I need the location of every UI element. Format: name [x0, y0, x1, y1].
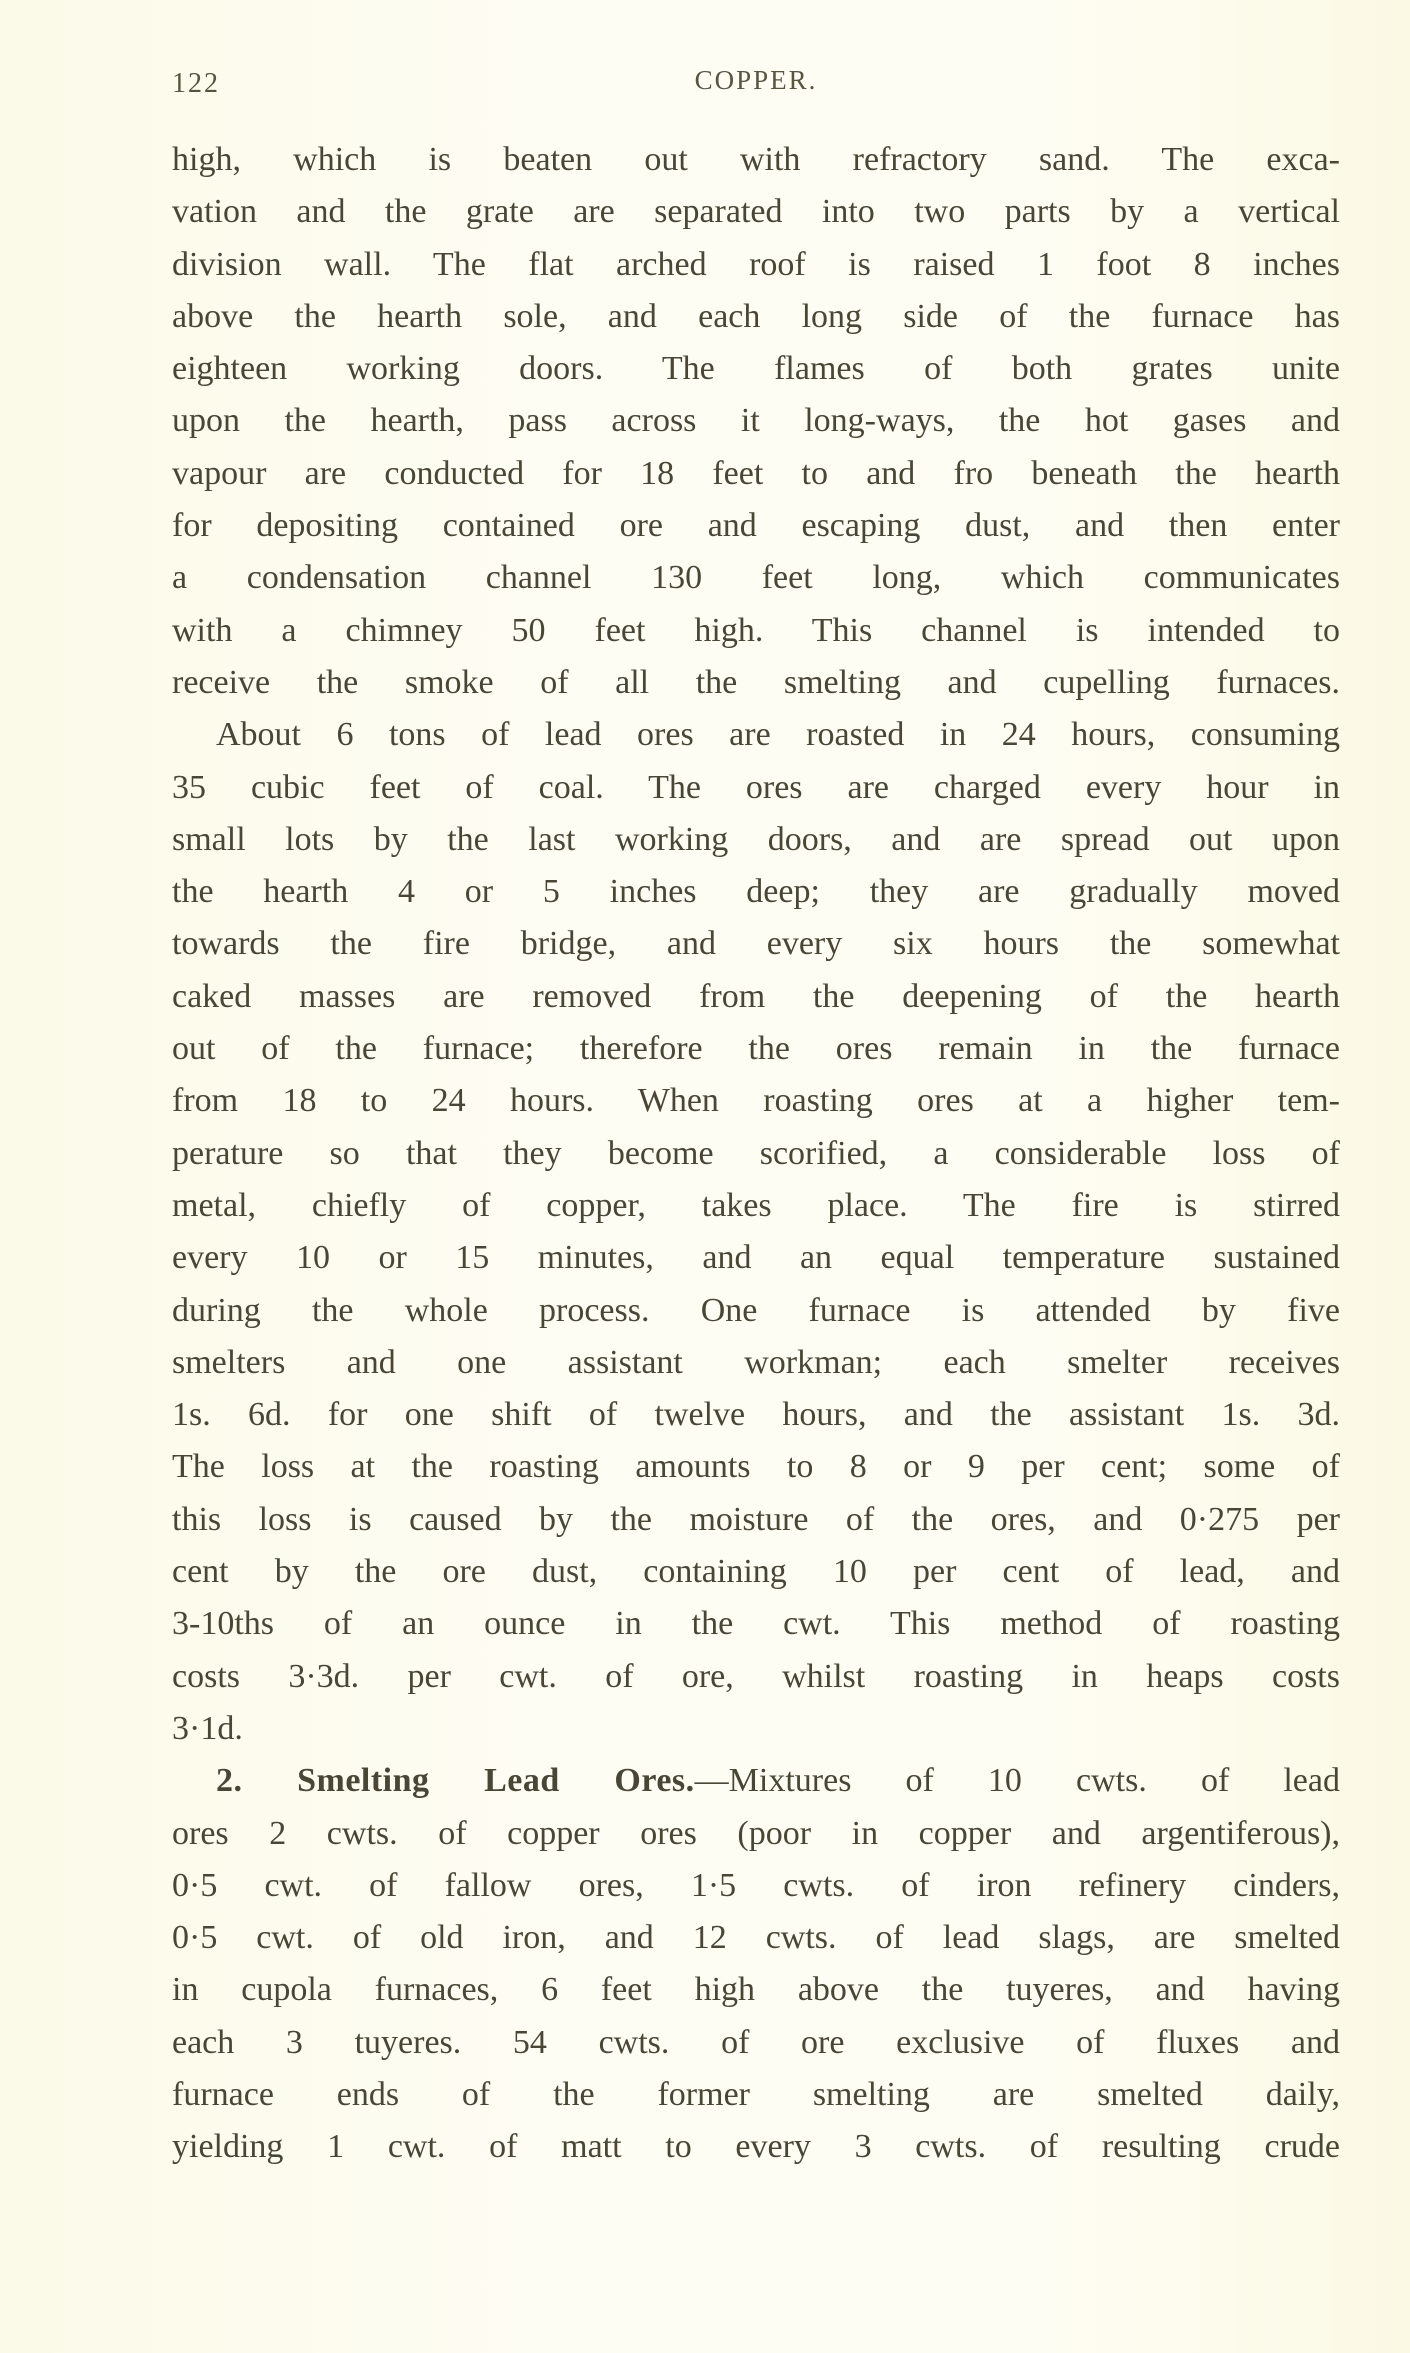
text-line: eighteen working doors. The flames of both grates unite	[172, 350, 1340, 388]
text-line: this loss is caused by the moisture of the ores, and 0·275 per	[172, 1500, 1340, 1538]
text-line: from 18 to 24 hours. When roasting ores at a higher tem-	[172, 1082, 1340, 1120]
text-line: a condensation channel 130 feet long, which communicates	[172, 559, 1340, 597]
body-text	[172, 134, 1340, 2174]
paragraph-roasting-lead-ores	[172, 709, 1340, 1755]
page-number: 122	[172, 68, 220, 99]
text-line: receive the smoke of all the smelting and cupelling furnaces.	[172, 663, 1340, 701]
text-line: 0·5 cwt. of fallow ores, 1·5 cwts. of iron refinery cinders,	[172, 1866, 1340, 1904]
running-title: COPPER.	[694, 65, 818, 95]
text-line: 3·1d.	[172, 1709, 243, 1747]
text-line: each 3 tuyeres. 54 cwts. of ore exclusive of fluxes and	[172, 2023, 1340, 2061]
text-line: metal, chiefly of copper, takes place. The fire is stirred	[172, 1186, 1340, 1224]
text-line: every 10 or 15 minutes, and an equal temperature sustained	[172, 1239, 1340, 1277]
text-line: vapour are conducted for 18 feet to and fro beneath the hearth	[172, 454, 1340, 492]
text-line: vation and the grate are separated into two parts by a vertical	[172, 193, 1340, 231]
text-line: the hearth 4 or 5 inches deep; they are gradually moved	[172, 873, 1340, 911]
text-line: caked masses are removed from the deepening of the hearth	[172, 977, 1340, 1015]
text-line: ores 2 cwts. of copper ores (poor in copper and argentiferous),	[172, 1814, 1340, 1852]
text-line: out of the furnace; therefore the ores remain in the furnace	[172, 1030, 1340, 1068]
text-line: About 6 tons of lead ores are roasted in 24 hours, consuming	[216, 716, 1340, 754]
text-line: 35 cubic feet of coal. The ores are charged every hour in	[172, 768, 1340, 806]
text-line: cent by the ore dust, containing 10 per cent of lead, and	[172, 1553, 1340, 1591]
text-line: in cupola furnaces, 6 feet high above the tuyeres, and having	[172, 1971, 1340, 2009]
paragraph-furnace-description	[172, 134, 1340, 709]
text-line: upon the hearth, pass across it long-ways, the hot gases and	[172, 402, 1340, 440]
text-line: 0·5 cwt. of old iron, and 12 cwts. of lead slags, are smelted	[172, 1919, 1340, 1957]
text-line: high, which is beaten out with refractory sand. The exca-	[172, 141, 1340, 178]
running-head	[172, 60, 1340, 100]
text-line: furnace ends of the former smelting are smelted daily,	[172, 2075, 1340, 2113]
book-page	[172, 60, 1340, 2174]
text-line: costs 3·3d. per cwt. of ore, whilst roasting in heaps costs	[172, 1657, 1340, 1695]
text-line: 3-10ths of an ounce in the cwt. This method of roasting	[172, 1605, 1340, 1643]
text-line: above the hearth sole, and each long side of the furnace has	[172, 297, 1340, 335]
text-line: small lots by the last working doors, and are spread out upon	[172, 820, 1340, 858]
text-line: division wall. The flat arched roof is raised 1 foot 8 inches	[172, 245, 1340, 283]
text-line: perature so that they become scorified, a considerable loss of	[172, 1134, 1340, 1172]
text-line-continuation: —Mixtures of 10 cwts. of lead	[694, 1762, 1340, 1800]
section-heading: 2. Smelting Lead Ores.	[216, 1762, 695, 1800]
text-line: towards the fire bridge, and every six hours the somewhat	[172, 925, 1340, 963]
text-line	[172, 1755, 1340, 1807]
text-line: with a chimney 50 feet high. This channel is intended to	[172, 611, 1340, 649]
text-line: The loss at the roasting amounts to 8 or 9 per cent; some of	[172, 1448, 1340, 1486]
text-line: yielding 1 cwt. of matt to every 3 cwts. of resulting crude	[172, 2128, 1340, 2166]
text-line: for depositing contained ore and escaping dust, and then enter	[172, 507, 1340, 545]
text-line: 1s. 6d. for one shift of twelve hours, and the assistant 1s. 3d.	[172, 1396, 1340, 1434]
paragraph-smelting-lead-ores	[172, 1755, 1340, 2173]
text-line: during the whole process. One furnace is attended by five	[172, 1291, 1340, 1329]
text-line: smelters and one assistant workman; each smelter receives	[172, 1343, 1340, 1381]
